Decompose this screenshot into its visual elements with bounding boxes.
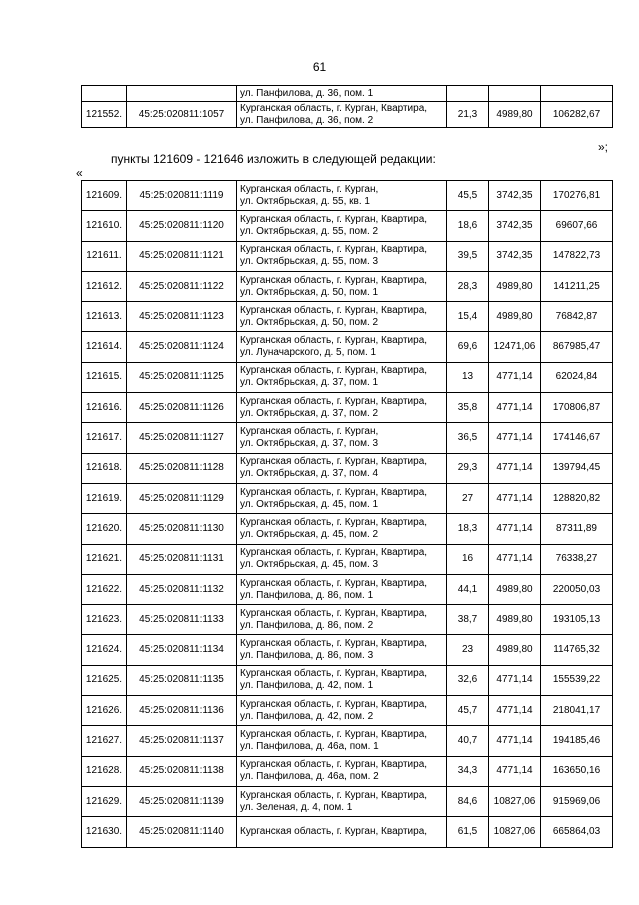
area-cell: 29,3 xyxy=(447,453,489,483)
area-cell: 32,6 xyxy=(447,665,489,695)
cadastral-number-cell: 45:25:020811:1129 xyxy=(127,483,237,513)
address-line-1: Курганская область, г. Курган, Квартира, xyxy=(240,486,428,498)
table-row xyxy=(82,86,613,102)
address-line-2: ул. Панфилова, д. 86, пом. 2 xyxy=(240,619,374,631)
row-number-cell: 121612. xyxy=(82,271,127,301)
address-cell xyxy=(237,544,447,574)
cadastral-number-cell: 45:25:020811:1136 xyxy=(127,696,237,726)
total-value-cell: 170276,81 xyxy=(541,181,613,211)
row-number-cell: 121626. xyxy=(82,696,127,726)
address-line-1: Курганская область, г. Курган, Квартира, xyxy=(240,759,428,771)
total-value-cell: 194185,46 xyxy=(541,726,613,756)
total-value-cell: 128820,82 xyxy=(541,483,613,513)
address-cell xyxy=(237,393,447,423)
area-cell: 15,4 xyxy=(447,302,489,332)
address-line-1: Курганская область, г. Курган, xyxy=(240,426,379,438)
unit-price-cell: 3742,35 xyxy=(489,211,541,241)
address-line-1: Курганская область, г. Курган, Квартира, xyxy=(240,698,428,710)
table-row xyxy=(82,181,613,211)
cadastral-number-cell: 45:25:020811:1134 xyxy=(127,635,237,665)
address-line-1: Курганская область, г. Курган, Квартира, xyxy=(240,668,428,680)
table-row xyxy=(82,605,613,635)
cadastral-number-cell: 45:25:020811:1127 xyxy=(127,423,237,453)
row-number-cell: 121620. xyxy=(82,514,127,544)
cadastral-number-cell: 45:25:020811:1122 xyxy=(127,271,237,301)
total-value-cell: 170806,87 xyxy=(541,393,613,423)
row-number-cell: 121617. xyxy=(82,423,127,453)
cadastral-number-cell: 45:25:020811:1123 xyxy=(127,302,237,332)
area-cell: 34,3 xyxy=(447,756,489,786)
unit-price-cell xyxy=(489,86,541,102)
address-line-1: Курганская область, г. Курган, Квартира, xyxy=(240,304,428,316)
address-line-1: Курганская область, г. Курган, Квартира, xyxy=(240,638,428,650)
address-cell xyxy=(237,756,447,786)
address-line-1: Курганская область, г. Курган, Квартира, xyxy=(240,728,428,740)
cadastral-number-cell: 45:25:020811:1140 xyxy=(127,817,237,847)
area-cell: 18,6 xyxy=(447,211,489,241)
address-cell xyxy=(237,483,447,513)
table-row xyxy=(82,302,613,332)
total-value-cell: 62024,84 xyxy=(541,362,613,392)
address-cell xyxy=(237,635,447,665)
address-line-2: ул. Октябрьская, д. 45, пом. 3 xyxy=(240,559,379,571)
address-cell xyxy=(237,817,447,847)
row-number-cell xyxy=(82,86,127,102)
unit-price-cell: 4771,14 xyxy=(489,393,541,423)
address-line-2: ул. Октябрьская, д. 55, кв. 1 xyxy=(240,195,370,207)
area-cell: 84,6 xyxy=(447,786,489,816)
cadastral-number-cell: 45:25:020811:1125 xyxy=(127,362,237,392)
cadastral-number-cell: 45:25:020811:1057 xyxy=(127,102,237,128)
total-value-cell: 147822,73 xyxy=(541,241,613,271)
total-value-cell: 155539,22 xyxy=(541,665,613,695)
table-row xyxy=(82,271,613,301)
table-row xyxy=(82,102,613,128)
area-cell: 28,3 xyxy=(447,271,489,301)
address-line-1: Курганская область, г. Курган, Квартира, xyxy=(240,456,428,468)
cadastral-number-cell: 45:25:020811:1131 xyxy=(127,544,237,574)
address-cell xyxy=(237,102,447,128)
area-cell: 18,3 xyxy=(447,514,489,544)
unit-price-cell: 4771,14 xyxy=(489,483,541,513)
amendment-instruction: пункты 121609 - 121646 изложить в следующей редакции: xyxy=(111,152,436,166)
total-value-cell: 665864,03 xyxy=(541,817,613,847)
address-cell xyxy=(237,696,447,726)
area-cell: 35,8 xyxy=(447,393,489,423)
address-line-1: Курганская область, г. Курган, Квартира, xyxy=(240,244,428,256)
row-number-cell: 121622. xyxy=(82,574,127,604)
cadastral-number-cell: 45:25:020811:1139 xyxy=(127,786,237,816)
table-row xyxy=(82,453,613,483)
unit-price-cell: 4989,80 xyxy=(489,271,541,301)
address-cell xyxy=(237,665,447,695)
area-cell: 23 xyxy=(447,635,489,665)
address-line-2: ул. Октябрьская, д. 37, пом. 2 xyxy=(240,407,379,419)
row-number-cell: 121627. xyxy=(82,726,127,756)
address-line-2: ул. Зеленая, д. 4, пом. 1 xyxy=(240,801,353,813)
row-number-cell: 121609. xyxy=(82,181,127,211)
unit-price-cell: 12471,06 xyxy=(489,332,541,362)
address-line-1: Курганская область, г. Курган, xyxy=(240,183,379,195)
row-number-cell: 121611. xyxy=(82,241,127,271)
address-line-2: ул. Октябрьская, д. 55, пом. 3 xyxy=(240,256,379,268)
total-value-cell: 220050,03 xyxy=(541,574,613,604)
table-row xyxy=(82,514,613,544)
cadastral-number-cell: 45:25:020811:1133 xyxy=(127,605,237,635)
page-number: 61 xyxy=(312,60,327,74)
address-cell xyxy=(237,574,447,604)
address-line-2: ул. Октябрьская, д. 50, пом. 2 xyxy=(240,316,379,328)
unit-price-cell: 4771,14 xyxy=(489,423,541,453)
address-line-1: Курганская область, г. Курган, Квартира, xyxy=(240,825,428,837)
continued-table xyxy=(81,85,613,128)
address-line-1: Курганская область, г. Курган, Квартира, xyxy=(240,213,428,225)
address-line-1: ул. Панфилова, д. 36, пом. 1 xyxy=(240,87,374,99)
total-value-cell: 915969,06 xyxy=(541,786,613,816)
unit-price-cell: 4771,14 xyxy=(489,362,541,392)
address-line-1: Курганская область, г. Курган, Квартира, xyxy=(240,274,428,286)
row-number-cell: 121618. xyxy=(82,453,127,483)
table-row xyxy=(82,332,613,362)
address-cell xyxy=(237,786,447,816)
unit-price-cell: 10827,06 xyxy=(489,817,541,847)
total-value-cell: 174146,67 xyxy=(541,423,613,453)
address-line-2: ул. Панфилова, д. 46а, пом. 2 xyxy=(240,771,379,783)
address-line-2: ул. Октябрьская, д. 45, пом. 1 xyxy=(240,498,379,510)
address-cell xyxy=(237,453,447,483)
table-row xyxy=(82,574,613,604)
closing-quote: »; xyxy=(597,140,608,154)
cadastral-number-cell: 45:25:020811:1130 xyxy=(127,514,237,544)
total-value-cell: 218041,17 xyxy=(541,696,613,726)
total-value-cell: 76842,87 xyxy=(541,302,613,332)
table-row xyxy=(82,756,613,786)
unit-price-cell: 4989,80 xyxy=(489,102,541,128)
area-cell: 13 xyxy=(447,362,489,392)
unit-price-cell: 4771,14 xyxy=(489,544,541,574)
total-value-cell: 141211,25 xyxy=(541,271,613,301)
unit-price-cell: 4771,14 xyxy=(489,453,541,483)
address-line-1: Курганская область, г. Курган, Квартира, xyxy=(240,516,428,528)
address-line-1: Курганская область, г. Курган, Квартира, xyxy=(240,547,428,559)
area-cell xyxy=(447,86,489,102)
table-row xyxy=(82,483,613,513)
cadastral-number-cell: 45:25:020811:1120 xyxy=(127,211,237,241)
table-row xyxy=(82,211,613,241)
address-cell xyxy=(237,271,447,301)
address-cell xyxy=(237,514,447,544)
total-value-cell: 106282,67 xyxy=(541,102,613,128)
unit-price-cell: 4771,14 xyxy=(489,756,541,786)
row-number-cell: 121621. xyxy=(82,544,127,574)
unit-price-cell: 4989,80 xyxy=(489,605,541,635)
total-value-cell: 114765,32 xyxy=(541,635,613,665)
table-row xyxy=(82,635,613,665)
cadastral-number-cell: 45:25:020811:1132 xyxy=(127,574,237,604)
total-value-cell: 867985,47 xyxy=(541,332,613,362)
address-cell xyxy=(237,726,447,756)
opening-quote: « xyxy=(76,166,83,180)
total-value-cell: 193105,13 xyxy=(541,605,613,635)
unit-price-cell: 4989,80 xyxy=(489,302,541,332)
address-line-1: Курганская область, г. Курган, Квартира, xyxy=(240,789,428,801)
row-number-cell: 121552. xyxy=(82,102,127,128)
row-number-cell: 121629. xyxy=(82,786,127,816)
address-line-2: ул. Октябрьская, д. 37, пом. 1 xyxy=(240,377,379,389)
address-cell xyxy=(237,332,447,362)
address-cell xyxy=(237,86,447,102)
address-line-2: ул. Октябрьская, д. 37, пом. 4 xyxy=(240,468,379,480)
address-line-2: ул. Панфилова, д. 86, пом. 3 xyxy=(240,650,374,662)
row-number-cell: 121624. xyxy=(82,635,127,665)
table-row xyxy=(82,393,613,423)
address-cell xyxy=(237,423,447,453)
unit-price-cell: 4771,14 xyxy=(489,726,541,756)
unit-price-cell: 3742,35 xyxy=(489,241,541,271)
unit-price-cell: 4771,14 xyxy=(489,514,541,544)
area-cell: 45,5 xyxy=(447,181,489,211)
area-cell: 36,5 xyxy=(447,423,489,453)
address-cell xyxy=(237,605,447,635)
cadastral-number-cell: 45:25:020811:1138 xyxy=(127,756,237,786)
cadastral-number-cell: 45:25:020811:1119 xyxy=(127,181,237,211)
row-number-cell: 121614. xyxy=(82,332,127,362)
total-value-cell xyxy=(541,86,613,102)
row-number-cell: 121615. xyxy=(82,362,127,392)
total-value-cell: 87311,89 xyxy=(541,514,613,544)
address-cell xyxy=(237,302,447,332)
row-number-cell: 121623. xyxy=(82,605,127,635)
cadastral-number-cell: 45:25:020811:1121 xyxy=(127,241,237,271)
table-row xyxy=(82,241,613,271)
address-line-1: Курганская область, г. Курган, Квартира, xyxy=(240,335,428,347)
unit-price-cell: 4989,80 xyxy=(489,574,541,604)
address-cell xyxy=(237,211,447,241)
area-cell: 21,3 xyxy=(447,102,489,128)
row-number-cell: 121610. xyxy=(82,211,127,241)
address-line-2: ул. Октябрьская, д. 50, пом. 1 xyxy=(240,286,379,298)
address-line-2: ул. Панфилова, д. 46а, пом. 1 xyxy=(240,740,379,752)
total-value-cell: 69607,66 xyxy=(541,211,613,241)
address-cell xyxy=(237,241,447,271)
row-number-cell: 121630. xyxy=(82,817,127,847)
address-line-1: Курганская область, г. Курган, Квартира, xyxy=(240,607,428,619)
area-cell: 69,6 xyxy=(447,332,489,362)
cadastral-number-cell xyxy=(127,86,237,102)
cadastral-number-cell: 45:25:020811:1126 xyxy=(127,393,237,423)
address-line-1: Курганская область, г. Курган, Квартира, xyxy=(240,395,428,407)
cadastral-number-cell: 45:25:020811:1135 xyxy=(127,665,237,695)
row-number-cell: 121619. xyxy=(82,483,127,513)
property-table xyxy=(81,180,613,848)
total-value-cell: 163650,16 xyxy=(541,756,613,786)
cadastral-number-cell: 45:25:020811:1128 xyxy=(127,453,237,483)
area-cell: 16 xyxy=(447,544,489,574)
cadastral-number-cell: 45:25:020811:1137 xyxy=(127,726,237,756)
address-line-2: ул. Панфилова, д. 86, пом. 1 xyxy=(240,589,374,601)
table-row xyxy=(82,726,613,756)
address-line-2: ул. Панфилова, д. 42, пом. 2 xyxy=(240,710,374,722)
table-row xyxy=(82,786,613,816)
address-line-2: ул. Октябрьская, д. 45, пом. 2 xyxy=(240,528,379,540)
area-cell: 61,5 xyxy=(447,817,489,847)
address-line-2: ул. Панфилова, д. 42, пом. 1 xyxy=(240,680,374,692)
address-line-2: ул. Луначарского, д. 5, пом. 1 xyxy=(240,347,377,359)
address-line-1: Курганская область, г. Курган, Квартира, xyxy=(240,577,428,589)
area-cell: 38,7 xyxy=(447,605,489,635)
address-line-1: Курганская область, г. Курган, Квартира, xyxy=(240,365,428,377)
area-cell: 27 xyxy=(447,483,489,513)
row-number-cell: 121628. xyxy=(82,756,127,786)
row-number-cell: 121613. xyxy=(82,302,127,332)
table-row xyxy=(82,544,613,574)
total-value-cell: 76338,27 xyxy=(541,544,613,574)
table-row xyxy=(82,362,613,392)
area-cell: 44,1 xyxy=(447,574,489,604)
unit-price-cell: 4771,14 xyxy=(489,696,541,726)
unit-price-cell: 3742,35 xyxy=(489,181,541,211)
cadastral-number-cell: 45:25:020811:1124 xyxy=(127,332,237,362)
unit-price-cell: 10827,06 xyxy=(489,786,541,816)
table-row xyxy=(82,665,613,695)
row-number-cell: 121625. xyxy=(82,665,127,695)
address-line-2: ул. Октябрьская, д. 37, пом. 3 xyxy=(240,438,379,450)
address-cell xyxy=(237,362,447,392)
table-row xyxy=(82,696,613,726)
address-line-1: Курганская область, г. Курган, Квартира, xyxy=(240,102,428,114)
area-cell: 45,7 xyxy=(447,696,489,726)
row-number-cell: 121616. xyxy=(82,393,127,423)
area-cell: 40,7 xyxy=(447,726,489,756)
table-row xyxy=(82,817,613,847)
unit-price-cell: 4771,14 xyxy=(489,665,541,695)
area-cell: 39,5 xyxy=(447,241,489,271)
table-row xyxy=(82,423,613,453)
address-line-2: ул. Панфилова, д. 36, пом. 2 xyxy=(240,114,374,126)
total-value-cell: 139794,45 xyxy=(541,453,613,483)
address-line-2: ул. Октябрьская, д. 55, пом. 2 xyxy=(240,225,379,237)
unit-price-cell: 4989,80 xyxy=(489,635,541,665)
address-cell xyxy=(237,181,447,211)
